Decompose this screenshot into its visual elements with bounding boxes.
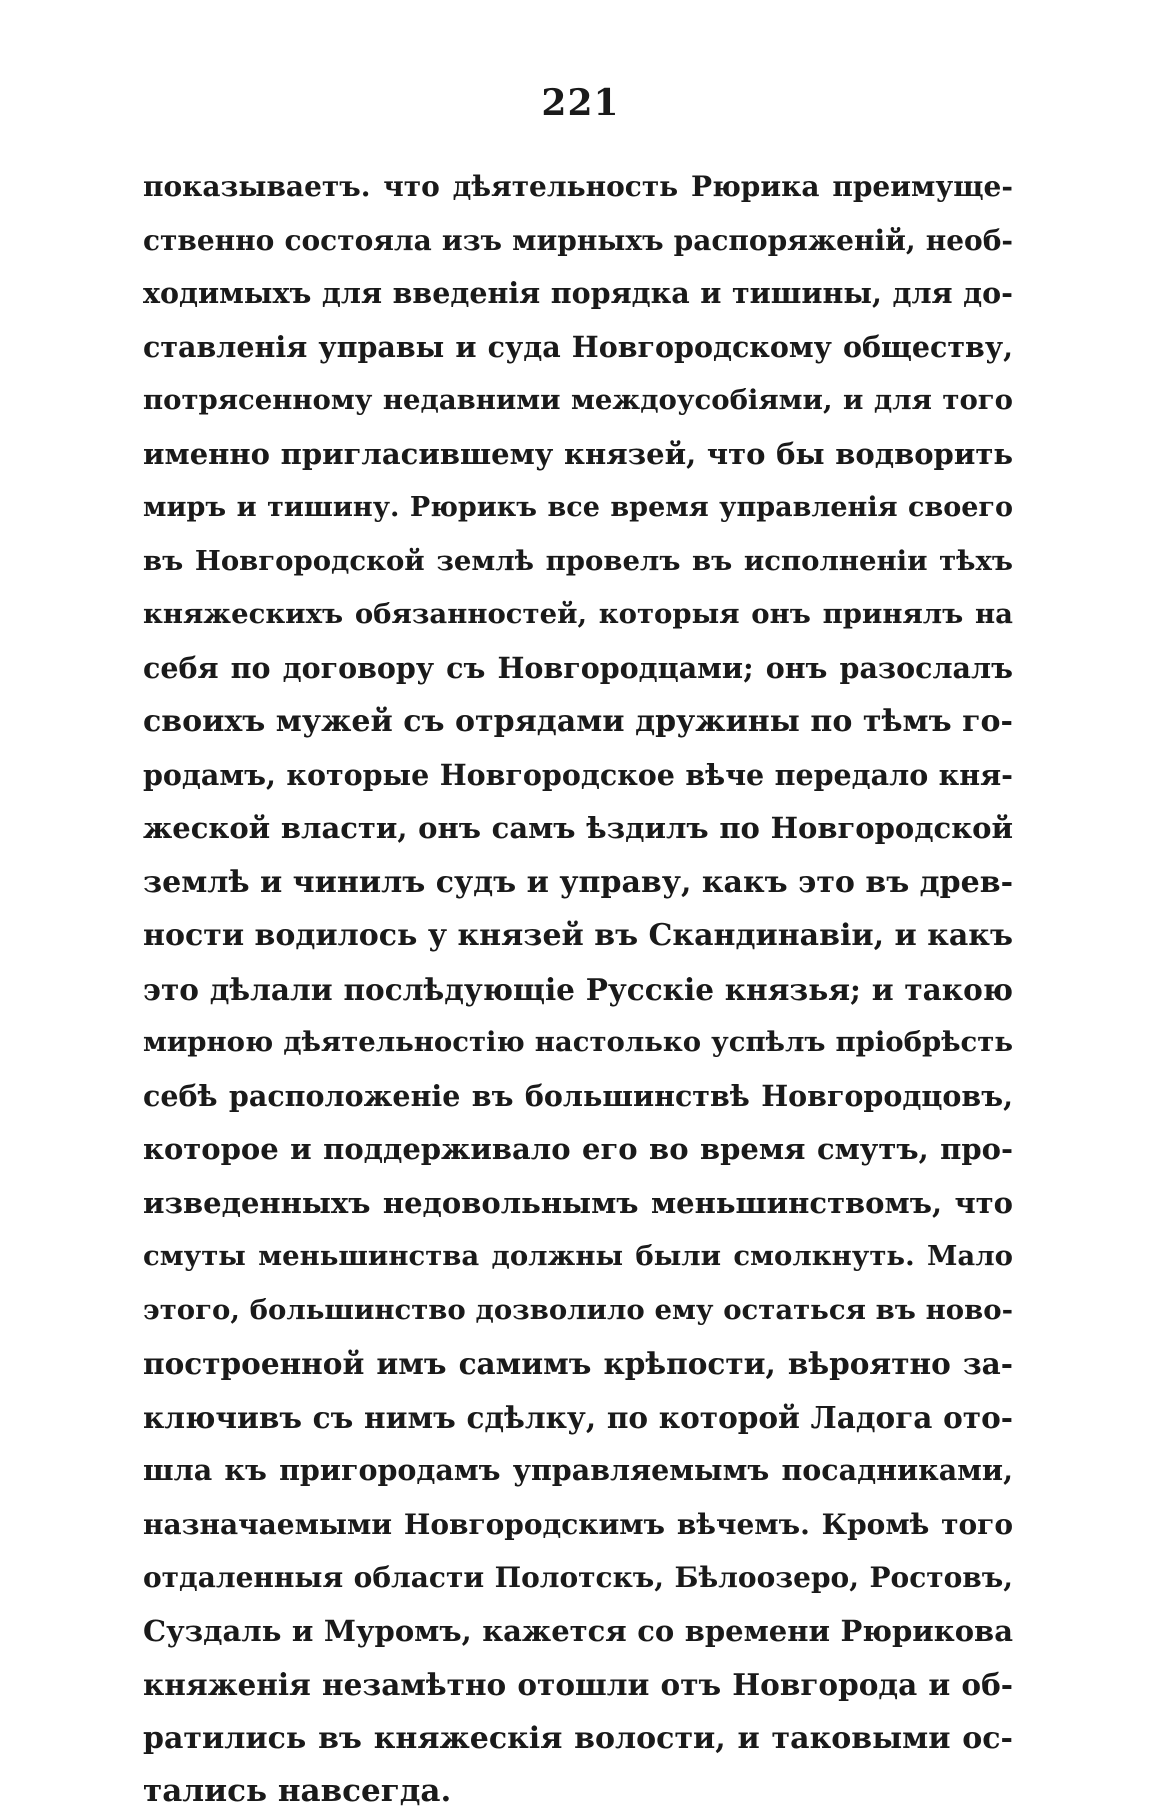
- text-line: которое и поддерживало его во время смутъ, про-: [143, 1132, 1013, 1166]
- text-line: ставленія управы и суда Новгородскому обществу,: [143, 329, 1013, 364]
- text-line: тались навсегда.: [143, 1773, 452, 1809]
- body-text: [143, 160, 1013, 1819]
- text-line: ратились въ княжескія волости, и таковыми ос-: [143, 1720, 1013, 1756]
- text-line: именно пригласившему князей, что бы водворить: [143, 436, 1013, 471]
- text-line: построенной имъ самимъ крѣпости, вѣроятно за-: [143, 1346, 1013, 1381]
- text-line: отдаленныя области Полотскъ, Бѣлоозеро, Ростовъ,: [143, 1561, 1013, 1594]
- text-line: смуты меньшинства должны были смолкнуть. Мало: [143, 1240, 1013, 1272]
- text-line: ходимыхъ для введенія порядка и тишины, для до-: [143, 276, 1013, 310]
- text-line: землѣ и чинилъ судъ и управу, какъ это въ древ-: [143, 864, 1014, 900]
- text-line: это дѣлали послѣдующіе Русскіе князья; и такою: [143, 971, 1013, 1007]
- text-line: миръ и тишину. Рюрикъ все время управленія своего: [143, 492, 1013, 523]
- text-line: родамъ, которые Новгородское вѣче передало кня-: [143, 757, 1013, 792]
- page-number: 221: [541, 82, 620, 124]
- text-line: себѣ расположеніе въ большинствѣ Новгородцовъ,: [143, 1078, 1013, 1113]
- text-line: ключивъ съ нимъ сдѣлку, по которой Ладога ото-: [143, 1399, 1013, 1435]
- text-line: Суздаль и Муромъ, кажется со времени Рюрикова: [143, 1613, 1013, 1648]
- text-line: ственно состояла изъ мирныхъ распоряженій, необ-: [143, 223, 1013, 257]
- text-line: этого, большинство дозволило ему остаться въ ново-: [143, 1293, 1013, 1326]
- text-line: княженія незамѣтно отошли отъ Новгорода и об-: [143, 1667, 1013, 1702]
- text-line: назначаемыми Новгородскимъ вѣчемъ. Кромѣ того: [143, 1507, 1013, 1541]
- text-line: въ Новгородской землѣ провелъ въ исполненіи тѣхъ: [143, 544, 1013, 577]
- text-line: изведенныхъ недовольнымъ меньшинствомъ, что: [143, 1185, 1013, 1220]
- text-line: княжескихъ обязанностей, которыя онъ принялъ на: [143, 598, 1013, 630]
- text-line: показываетъ. что дѣятельность Рюрика преимуще-: [143, 170, 1013, 203]
- text-line: потрясенному недавними междоусобіями, и для того: [143, 384, 1013, 416]
- text-line: ности водилось у князей въ Скандинавіи, и какъ: [143, 918, 1013, 953]
- text-line: себя по договору съ Новгородцами; онъ разослалъ: [143, 650, 1013, 685]
- text-line: жеской власти, онъ самъ ѣздилъ по Новгородской: [143, 811, 1013, 845]
- text-line: мирною дѣятельностію настолько успѣлъ пріобрѣсть: [143, 1026, 1013, 1058]
- text-line: шла къ пригородамъ управляемымъ посадниками,: [143, 1453, 1013, 1487]
- text-line: своихъ мужей съ отрядами дружины по тѣмъ го-: [143, 704, 1013, 739]
